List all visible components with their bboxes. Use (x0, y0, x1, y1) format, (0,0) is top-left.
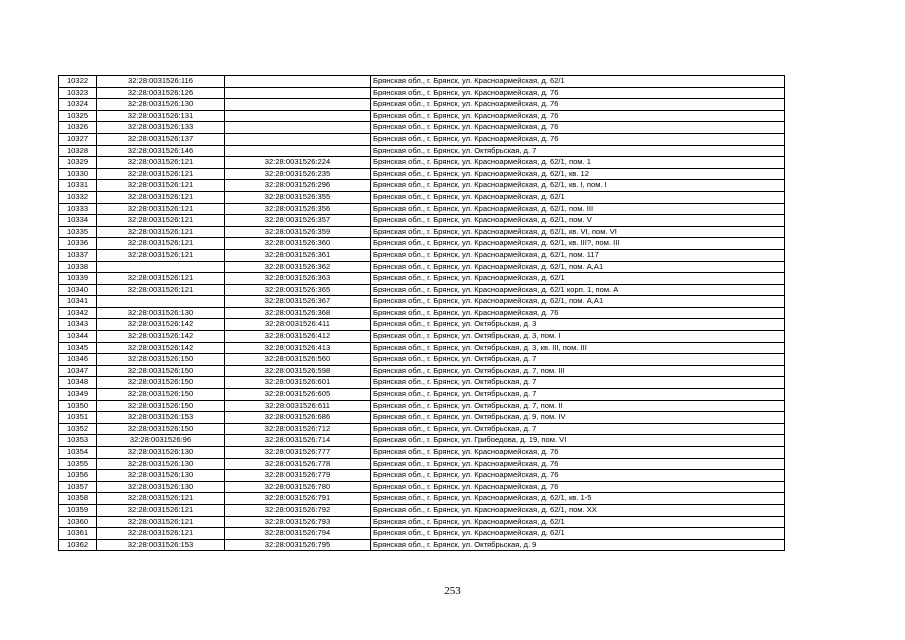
address-cell: Брянская обл., г. Брянск, ул. Красноармейская, д. 62/1 (371, 76, 785, 88)
table-row (59, 99, 785, 111)
cadastral-number-cell: 32:28:0031526:412 (225, 331, 371, 343)
address-cell: Брянская обл., г. Брянск, ул. Красноармейская, д. 62/1 (371, 273, 785, 285)
address-cell: Брянская обл., г. Брянск, ул. Красноармейская, д. 62/1, пом. XX (371, 504, 785, 516)
table-row (59, 87, 785, 99)
parent-cadastral-number-cell: 32:28:0031526:121 (97, 528, 225, 540)
address-cell: Брянская обл., г. Брянск, ул. Красноармейская, д. 76 (371, 307, 785, 319)
parent-cadastral-number-cell: 32:28:0031526:150 (97, 365, 225, 377)
cadastral-number-cell: 32:28:0031526:560 (225, 354, 371, 366)
table-row (59, 389, 785, 401)
record-number-cell: 10341 (59, 296, 97, 308)
cadastral-number-cell: 32:28:0031526:362 (225, 261, 371, 273)
cadastral-number-cell: 32:28:0031526:367 (225, 296, 371, 308)
address-cell: Брянская обл., г. Брянск, ул. Красноармейская, д. 62/1 корп. 1, пом. А (371, 284, 785, 296)
record-number-cell: 10346 (59, 354, 97, 366)
cadastral-number-cell: 32:28:0031526:411 (225, 319, 371, 331)
address-cell: Брянская обл., г. Брянск, ул. Октябрьская, д. 7, пом. II (371, 400, 785, 412)
cadastral-number-cell: 32:28:0031526:686 (225, 412, 371, 424)
cadastral-number-cell (225, 145, 371, 157)
cadastral-number-cell: 32:28:0031526:235 (225, 168, 371, 180)
parent-cadastral-number-cell: 32:28:0031526:121 (97, 238, 225, 250)
record-number-cell: 10337 (59, 249, 97, 261)
record-number-cell: 10355 (59, 458, 97, 470)
record-number-cell: 10354 (59, 447, 97, 459)
address-cell: Брянская обл., г. Брянск, ул. Красноармейская, д. 76 (371, 470, 785, 482)
record-number-cell: 10329 (59, 157, 97, 169)
table-row (59, 296, 785, 308)
cadastral-number-cell: 32:28:0031526:601 (225, 377, 371, 389)
parent-cadastral-number-cell: 32:28:0031526:126 (97, 87, 225, 99)
cadastral-number-cell: 32:28:0031526:413 (225, 342, 371, 354)
parent-cadastral-number-cell: 32:28:0031526:130 (97, 99, 225, 111)
address-cell: Брянская обл., г. Брянск, ул. Красноармейская, д. 62/1, пом. А,А1 (371, 296, 785, 308)
cadastral-number-cell: 32:28:0031526:780 (225, 481, 371, 493)
table-row (59, 249, 785, 261)
table-row (59, 203, 785, 215)
parent-cadastral-number-cell: 32:28:0031526:150 (97, 354, 225, 366)
table-row (59, 226, 785, 238)
table-row (59, 145, 785, 157)
cadastral-number-cell (225, 99, 371, 111)
parent-cadastral-number-cell: 32:28:0031526:150 (97, 377, 225, 389)
table-row (59, 215, 785, 227)
record-number-cell: 10359 (59, 504, 97, 516)
address-cell: Брянская обл., г. Брянск, ул. Красноармейская, д. 62/1, пом. 1 (371, 157, 785, 169)
record-number-cell: 10357 (59, 481, 97, 493)
parent-cadastral-number-cell: 32:28:0031526:130 (97, 481, 225, 493)
record-number-cell: 10360 (59, 516, 97, 528)
table-row (59, 516, 785, 528)
table-row (59, 191, 785, 203)
record-number-cell: 10324 (59, 99, 97, 111)
record-number-cell: 10349 (59, 389, 97, 401)
cadastral-number-cell (225, 110, 371, 122)
cadastral-number-cell: 32:28:0031526:712 (225, 423, 371, 435)
parent-cadastral-number-cell: 32:28:0031526:96 (97, 435, 225, 447)
address-cell: Брянская обл., г. Брянск, ул. Октябрьская, д. 7, пом. III (371, 365, 785, 377)
address-cell: Брянская обл., г. Брянск, ул. Октябрьская, д. 7 (371, 389, 785, 401)
table-row (59, 76, 785, 88)
address-cell: Брянская обл., г. Брянск, ул. Красноармейская, д. 76 (371, 481, 785, 493)
parent-cadastral-number-cell: 32:28:0031526:133 (97, 122, 225, 134)
cadastral-number-cell: 32:28:0031526:360 (225, 238, 371, 250)
page-number: 253 (444, 585, 461, 597)
table-row (59, 238, 785, 250)
record-number-cell: 10331 (59, 180, 97, 192)
cadastral-number-cell (225, 122, 371, 134)
address-cell: Брянская обл., г. Брянск, ул. Красноармейская, д. 62/1, пом. III (371, 203, 785, 215)
parent-cadastral-number-cell: 32:28:0031526:153 (97, 539, 225, 551)
address-cell: Брянская обл., г. Брянск, ул. Красноармейская, д. 62/1, кв. 1-5 (371, 493, 785, 505)
parent-cadastral-number-cell: 32:28:0031526:121 (97, 215, 225, 227)
parent-cadastral-number-cell: 32:28:0031526:121 (97, 226, 225, 238)
record-number-cell: 10339 (59, 273, 97, 285)
address-cell: Брянская обл., г. Брянск, ул. Красноармейская, д. 76 (371, 110, 785, 122)
parent-cadastral-number-cell: 32:28:0031526:130 (97, 447, 225, 459)
table-row (59, 284, 785, 296)
address-cell: Брянская обл., г. Брянск, ул. Красноармейская, д. 76 (371, 133, 785, 145)
record-number-cell: 10335 (59, 226, 97, 238)
record-number-cell: 10333 (59, 203, 97, 215)
parent-cadastral-number-cell: 32:28:0031526:150 (97, 400, 225, 412)
parent-cadastral-number-cell: 32:28:0031526:121 (97, 504, 225, 516)
record-number-cell: 10347 (59, 365, 97, 377)
parent-cadastral-number-cell: 32:28:0031526:142 (97, 331, 225, 343)
parent-cadastral-number-cell: 32:28:0031526:130 (97, 307, 225, 319)
parent-cadastral-number-cell: 32:28:0031526:121 (97, 180, 225, 192)
address-cell: Брянская обл., г. Брянск, ул. Красноармейская, д. 76 (371, 122, 785, 134)
record-number-cell: 10334 (59, 215, 97, 227)
address-cell: Брянская обл., г. Брянск, ул. Красноармейская, д. 76 (371, 458, 785, 470)
address-cell: Брянская обл., г. Брянск, ул. Красноармейская, д. 62/1, пом. 117 (371, 249, 785, 261)
address-cell: Брянская обл., г. Брянск, ул. Красноармейская, д. 62/1, кв. 12 (371, 168, 785, 180)
parent-cadastral-number-cell: 32:28:0031526:150 (97, 389, 225, 401)
table-row (59, 504, 785, 516)
cadastral-number-cell: 32:28:0031526:363 (225, 273, 371, 285)
address-cell: Брянская обл., г. Брянск, ул. Красноармейская, д. 62/1, кв. I, пом. I (371, 180, 785, 192)
address-cell: Брянская обл., г. Брянск, ул. Красноармейская, д. 62/1 (371, 528, 785, 540)
parent-cadastral-number-cell: 32:28:0031526:130 (97, 458, 225, 470)
cadastral-number-cell: 32:28:0031526:714 (225, 435, 371, 447)
cadastral-number-cell: 32:28:0031526:296 (225, 180, 371, 192)
cadastral-number-cell (225, 87, 371, 99)
parent-cadastral-number-cell: 32:28:0031526:121 (97, 273, 225, 285)
record-number-cell: 10352 (59, 423, 97, 435)
record-number-cell: 10340 (59, 284, 97, 296)
address-cell: Брянская обл., г. Брянск, ул. Октябрьская, д. 7 (371, 354, 785, 366)
record-number-cell: 10356 (59, 470, 97, 482)
record-number-cell: 10323 (59, 87, 97, 99)
record-number-cell: 10342 (59, 307, 97, 319)
cadastral-number-cell (225, 133, 371, 145)
cadastral-number-cell: 32:28:0031526:361 (225, 249, 371, 261)
cadastral-number-cell: 32:28:0031526:356 (225, 203, 371, 215)
record-number-cell: 10336 (59, 238, 97, 250)
record-number-cell: 10325 (59, 110, 97, 122)
table-row (59, 423, 785, 435)
cadastral-number-cell: 32:28:0031526:791 (225, 493, 371, 505)
parent-cadastral-number-cell: 32:28:0031526:137 (97, 133, 225, 145)
address-cell: Брянская обл., г. Брянск, ул. Октябрьская, д. 7 (371, 423, 785, 435)
cadastral-number-cell (225, 76, 371, 88)
cadastral-number-cell: 32:28:0031526:365 (225, 284, 371, 296)
record-number-cell: 10353 (59, 435, 97, 447)
parent-cadastral-number-cell: 32:28:0031526:131 (97, 110, 225, 122)
cadastral-number-cell: 32:28:0031526:795 (225, 539, 371, 551)
parent-cadastral-number-cell: 32:28:0031526:142 (97, 319, 225, 331)
parent-cadastral-number-cell: 32:28:0031526:142 (97, 342, 225, 354)
record-number-cell: 10326 (59, 122, 97, 134)
address-cell: Брянская обл., г. Брянск, ул. Красноармейская, д. 62/1, кв. III?, пом. III (371, 238, 785, 250)
address-cell: Брянская обл., г. Брянск, ул. Октябрьская, д. 3, пом. I (371, 331, 785, 343)
cadastral-number-cell: 32:28:0031526:355 (225, 191, 371, 203)
table-row (59, 110, 785, 122)
table-row (59, 354, 785, 366)
table-row (59, 307, 785, 319)
records-table-body (59, 76, 785, 551)
address-cell: Брянская обл., г. Брянск, ул. Красноармейская, д. 62/1, кв. VI, пом. VI (371, 226, 785, 238)
parent-cadastral-number-cell (97, 261, 225, 273)
address-cell: Брянская обл., г. Брянск, ул. Красноармейская, д. 62/1, пом. А,А1 (371, 261, 785, 273)
address-cell: Брянская обл., г. Брянск, ул. Октябрьская, д. 7 (371, 145, 785, 157)
table-row (59, 470, 785, 482)
record-number-cell: 10344 (59, 331, 97, 343)
address-cell: Брянская обл., г. Брянск, ул. Октябрьская, д. 9, пом. IV (371, 412, 785, 424)
table-row (59, 528, 785, 540)
parent-cadastral-number-cell: 32:28:0031526:121 (97, 249, 225, 261)
parent-cadastral-number-cell: 32:28:0031526:121 (97, 157, 225, 169)
record-number-cell: 10351 (59, 412, 97, 424)
address-cell: Брянская обл., г. Брянск, ул. Октябрьская, д. 9 (371, 539, 785, 551)
table-row (59, 412, 785, 424)
table-row (59, 273, 785, 285)
table-row (59, 133, 785, 145)
record-number-cell: 10345 (59, 342, 97, 354)
table-row (59, 168, 785, 180)
cadastral-number-cell: 32:28:0031526:368 (225, 307, 371, 319)
cadastral-number-cell: 32:28:0031526:598 (225, 365, 371, 377)
address-cell: Брянская обл., г. Брянск, ул. Красноармейская, д. 62/1 (371, 516, 785, 528)
table-row (59, 458, 785, 470)
table-row (59, 365, 785, 377)
record-number-cell: 10358 (59, 493, 97, 505)
cadastral-number-cell: 32:28:0031526:794 (225, 528, 371, 540)
table-row (59, 261, 785, 273)
cadastral-number-cell: 32:28:0031526:224 (225, 157, 371, 169)
table-row (59, 342, 785, 354)
record-number-cell: 10338 (59, 261, 97, 273)
cadastral-number-cell: 32:28:0031526:605 (225, 389, 371, 401)
address-cell: Брянская обл., г. Брянск, ул. Октябрьская, д. 3, кв. III, пом. III (371, 342, 785, 354)
table-row (59, 157, 785, 169)
table-row (59, 435, 785, 447)
cadastral-number-cell: 32:28:0031526:779 (225, 470, 371, 482)
cadastral-number-cell: 32:28:0031526:359 (225, 226, 371, 238)
parent-cadastral-number-cell: 32:28:0031526:130 (97, 470, 225, 482)
address-cell: Брянская обл., г. Брянск, ул. Грибоедова, д. 19, пом. VI (371, 435, 785, 447)
parent-cadastral-number-cell: 32:28:0031526:121 (97, 493, 225, 505)
record-number-cell: 10350 (59, 400, 97, 412)
parent-cadastral-number-cell: 32:28:0031526:150 (97, 423, 225, 435)
address-cell: Брянская обл., г. Брянск, ул. Красноармейская, д. 76 (371, 87, 785, 99)
address-cell: Брянская обл., г. Брянск, ул. Красноармейская, д. 76 (371, 99, 785, 111)
table-row (59, 400, 785, 412)
record-number-cell: 10348 (59, 377, 97, 389)
parent-cadastral-number-cell: 32:28:0031526:116 (97, 76, 225, 88)
table-row (59, 377, 785, 389)
table-row (59, 331, 785, 343)
parent-cadastral-number-cell: 32:28:0031526:121 (97, 203, 225, 215)
cadastral-number-cell: 32:28:0031526:611 (225, 400, 371, 412)
parent-cadastral-number-cell: 32:28:0031526:121 (97, 516, 225, 528)
record-number-cell: 10332 (59, 191, 97, 203)
cadastral-number-cell: 32:28:0031526:793 (225, 516, 371, 528)
table-row (59, 447, 785, 459)
table-row (59, 493, 785, 505)
parent-cadastral-number-cell (97, 296, 225, 308)
address-cell: Брянская обл., г. Брянск, ул. Октябрьская, д. 3 (371, 319, 785, 331)
record-number-cell: 10343 (59, 319, 97, 331)
table-row (59, 180, 785, 192)
record-number-cell: 10327 (59, 133, 97, 145)
parent-cadastral-number-cell: 32:28:0031526:121 (97, 284, 225, 296)
records-table (58, 75, 785, 551)
table-row (59, 122, 785, 134)
address-cell: Брянская обл., г. Брянск, ул. Октябрьская, д. 7 (371, 377, 785, 389)
record-number-cell: 10330 (59, 168, 97, 180)
parent-cadastral-number-cell: 32:28:0031526:121 (97, 191, 225, 203)
address-cell: Брянская обл., г. Брянск, ул. Красноармейская, д. 76 (371, 447, 785, 459)
record-number-cell: 10361 (59, 528, 97, 540)
cadastral-number-cell: 32:28:0031526:778 (225, 458, 371, 470)
address-cell: Брянская обл., г. Брянск, ул. Красноармейская, д. 62/1 (371, 191, 785, 203)
table-row (59, 481, 785, 493)
address-cell: Брянская обл., г. Брянск, ул. Красноармейская, д. 62/1, пом. V (371, 215, 785, 227)
cadastral-number-cell: 32:28:0031526:777 (225, 447, 371, 459)
cadastral-number-cell: 32:28:0031526:792 (225, 504, 371, 516)
parent-cadastral-number-cell: 32:28:0031526:153 (97, 412, 225, 424)
parent-cadastral-number-cell: 32:28:0031526:121 (97, 168, 225, 180)
record-number-cell: 10328 (59, 145, 97, 157)
table-row (59, 319, 785, 331)
table-row (59, 539, 785, 551)
record-number-cell: 10322 (59, 76, 97, 88)
cadastral-number-cell: 32:28:0031526:357 (225, 215, 371, 227)
record-number-cell: 10362 (59, 539, 97, 551)
parent-cadastral-number-cell: 32:28:0031526:146 (97, 145, 225, 157)
